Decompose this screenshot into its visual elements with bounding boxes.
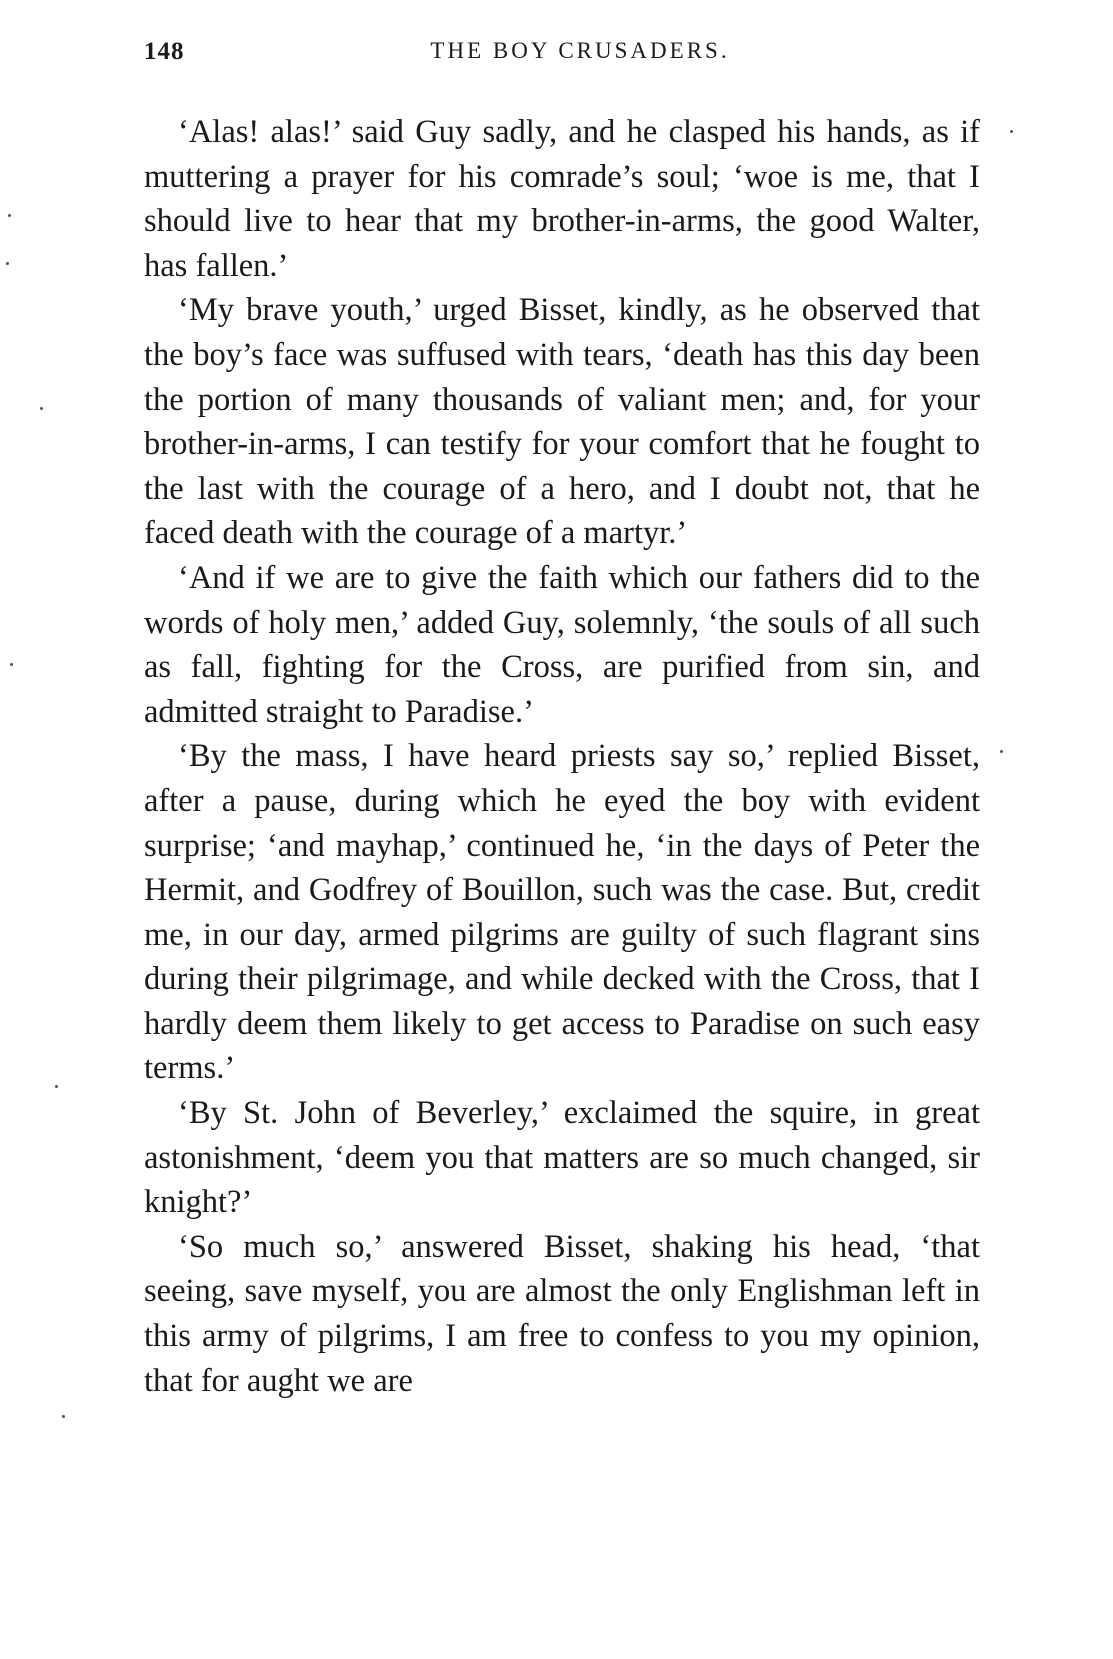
- page-number: 148: [144, 38, 185, 65]
- body-text: [144, 110, 980, 1403]
- scan-speck: [55, 1085, 58, 1088]
- paragraph: ‘Alas! alas!’ said Guy sadly, and he clasped his hands, as if muttering a prayer for his comrade’s soul; ‘woe is me, that I should live to hear that my brother-in-arms, the good Walter, has fallen.’: [144, 114, 980, 284]
- scan-speck: [1000, 750, 1003, 753]
- paragraph: ‘And if we are to give the faith which our fathers did to the words of holy men,’ added Guy, solemnly, ‘the souls of all such as fall, fighting for the Cross, are purified from sin, and admitted straight to Paradise.’: [144, 559, 980, 730]
- scan-speck: [10, 663, 13, 666]
- scan-speck: [62, 1415, 65, 1418]
- scan-speck: [1010, 130, 1013, 133]
- scan-speck: [6, 262, 9, 265]
- scan-speck: [8, 214, 11, 217]
- scan-speck: [40, 407, 43, 410]
- running-title: THE BOY CRUSADERS.: [430, 38, 730, 63]
- paragraph: ‘My brave youth,’ urged Bisset, kindly, as he observed that the boy’s face was suffused with tears, ‘death has this day been the portion of many thousands of valiant men; and, for your brother-in-arms, I can testify for your comfort that he fought to the last with the courage of a hero, and I doubt not, that he faced death with the courage of a martyr.’: [144, 292, 980, 552]
- paragraph: ‘So much so,’ answered Bisset, shaking his head, ‘that seeing, save myself, you are almost the only Englishman left in this army of pilgrims, I am free to confess to you my opinion, that for aught we are: [144, 1228, 980, 1399]
- paragraph: ‘By St. John of Beverley,’ exclaimed the squire, in great astonishment, ‘deem you that matters are so much changed, sir knight?’: [144, 1095, 980, 1221]
- page-header: [144, 38, 992, 78]
- paragraph: ‘By the mass, I have heard priests say so,’ replied Bisset, after a pause, during which he eyed the boy with evident surprise; ‘and mayhap,’ continued he, ‘in the days of Peter the Hermit, and Godfrey of Bouillon, such was the case. But, credit me, in our day, armed pilgrims are guilty of such flagrant sins during their pilgrimage, and while decked with the Cross, that I hardly deem them likely to get access to Paradise on such easy terms.’: [144, 738, 980, 1087]
